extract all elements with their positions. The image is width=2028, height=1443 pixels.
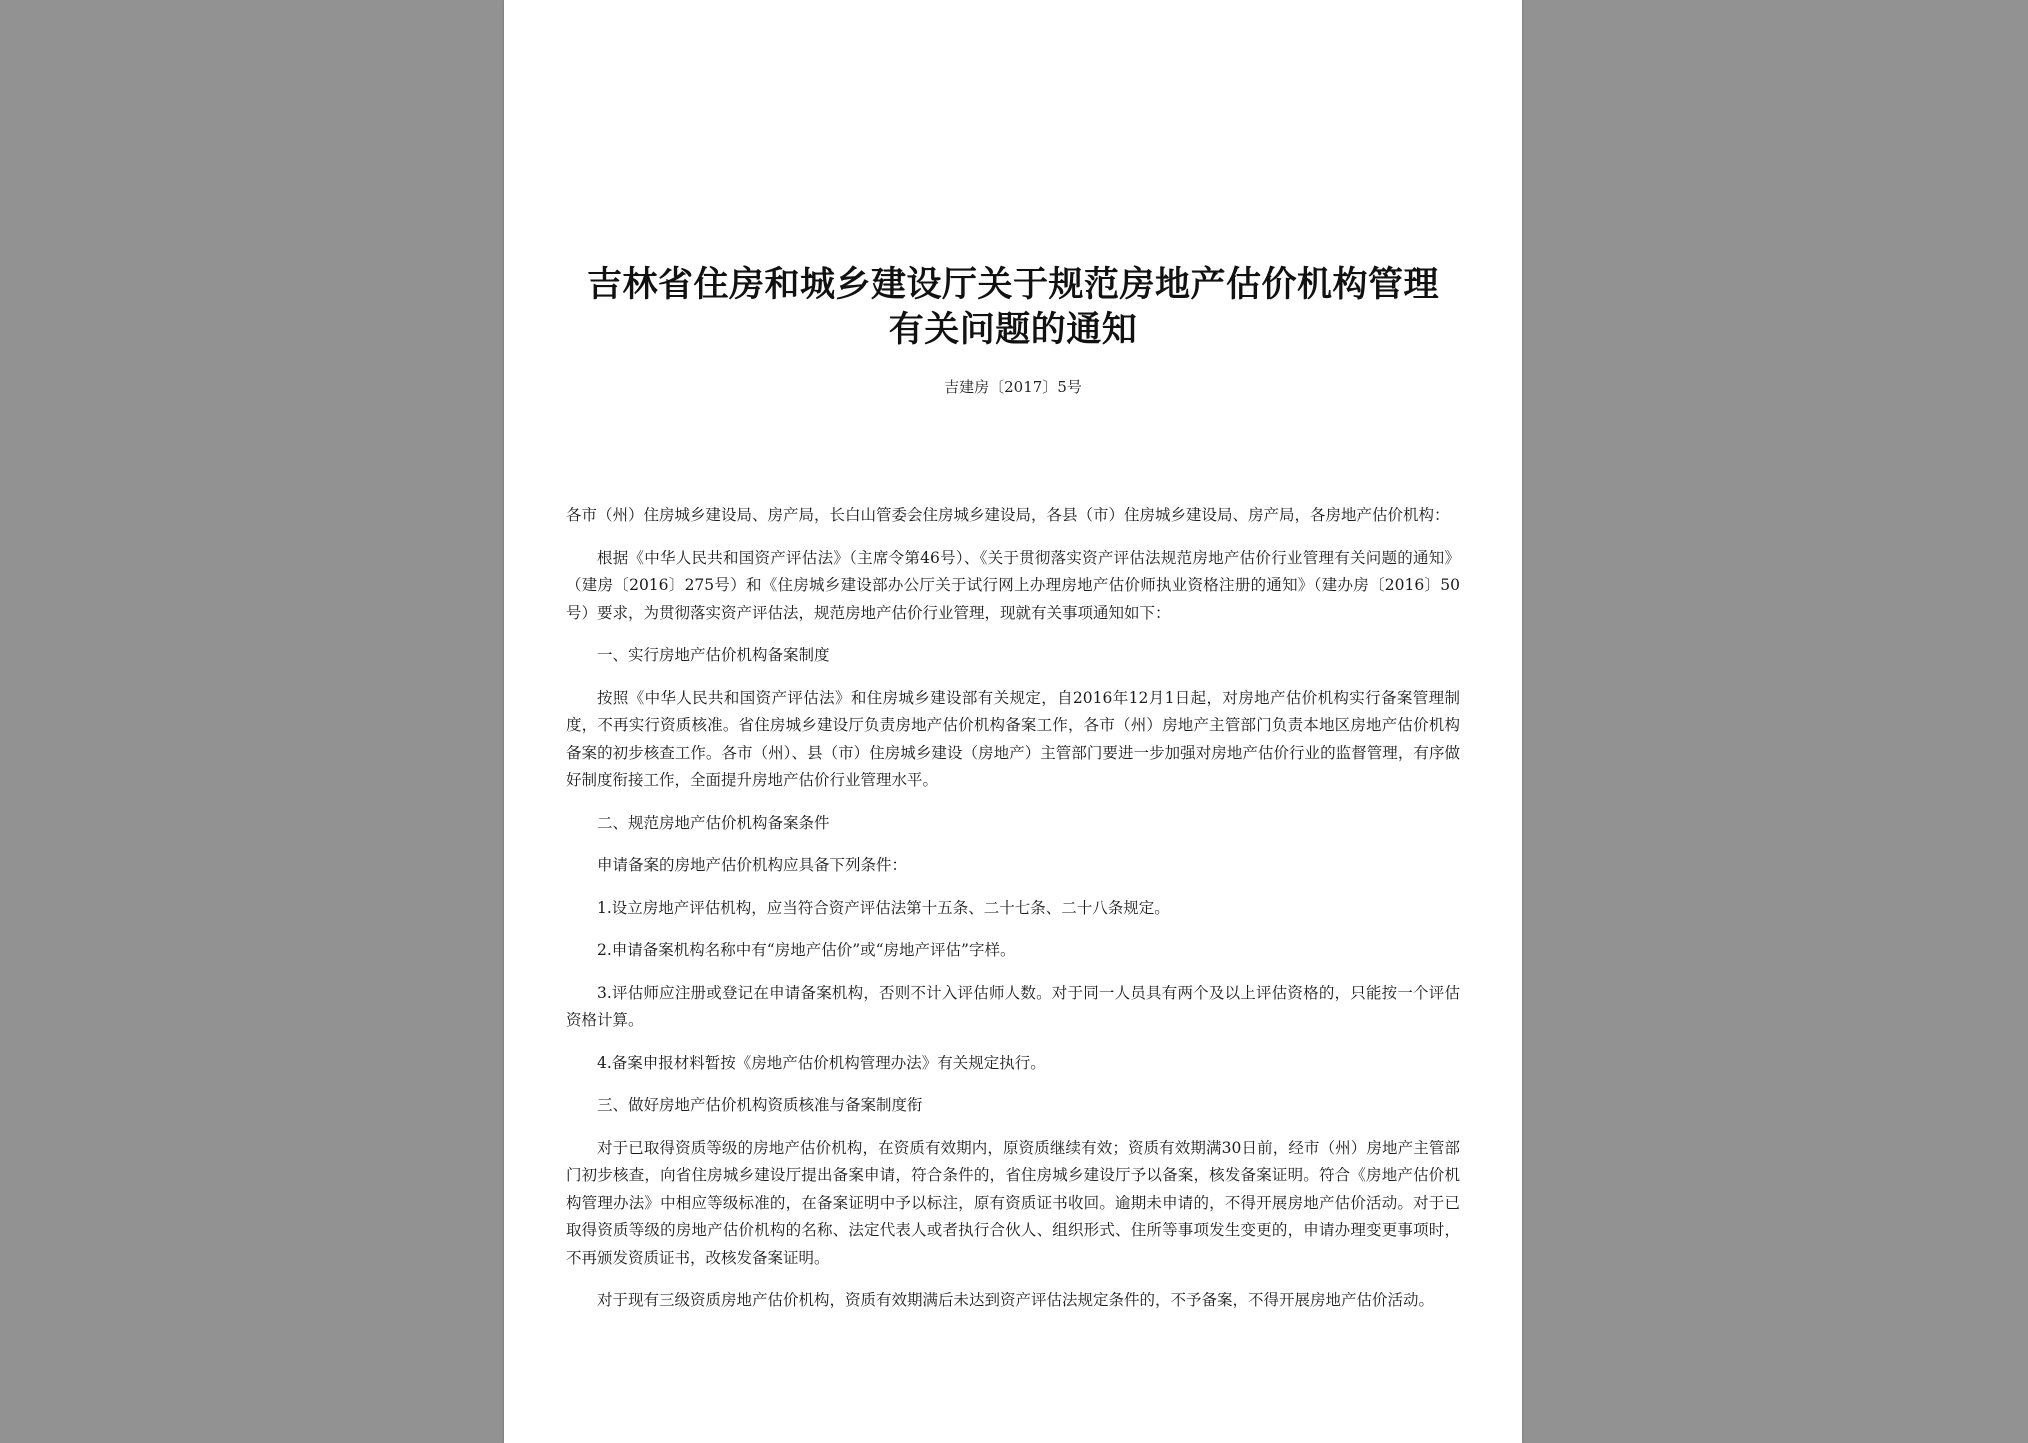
list-item: 4.备案申报材料暂按《房地产估价机构管理办法》有关规定执行。 [597, 1053, 1046, 1072]
document-title-line-2: 有关问题的通知 [888, 309, 1138, 350]
body-paragraph: 对于现有三级资质房地产估价机构，资质有效期满后未达到资产评估法规定条件的，不予备案，不得开展房地产估价活动。 [597, 1291, 1435, 1309]
section-heading: 三、做好房地产估价机构资质核准与备案制度衔 [597, 1096, 923, 1114]
section-heading: 一、实行房地产估价机构备案制度 [597, 646, 830, 664]
document-page [504, 0, 1522, 1443]
list-item: 1.设立房地产评估机构，应当符合资产评估法第十五条、二十七条、二十八条规定。 [597, 898, 1170, 917]
list-item: 2.申请备案机构名称中有“房地产估价”或“房地产评估”字样。 [597, 941, 1016, 959]
list-item: 3.评估师应注册或登记在申请备案机构，否则不计入评估师人数。对于同一人员具有两个及以上评估资格的，只能按一个评估资格计算。 [566, 983, 1460, 1029]
salutation-paragraph: 各市（州）住房城乡建设局、房产局，长白山管委会住房城乡建设局，各县（市）住房城乡建设局、房产局，各房地产估价机构： [566, 506, 1450, 524]
body-paragraph: 按照《中华人民共和国资产评估法》和住房城乡建设部有关规定，自2016年12月1日起，对房地产估价机构实行备案管理制度，不再实行资质核准。省住房城乡建设厅负责房地产估价机构备案工作，各市（州）房地产主管部门负责本地区房地产估价机构备案的初步核查工作。各市（州）、县（市）住房城乡建设（房地产）主管部门要进一步加强对房地产估价行业的监督管理，有序做好制度衔接工作，全面提升房地产估价行业管理水平。 [566, 688, 1460, 789]
document-title-line-1: 吉林省住房和城乡建设厅关于规范房地产估价机构管理 [586, 264, 1439, 305]
document-body [566, 502, 1460, 1330]
body-paragraph: 根据《中华人民共和国资产评估法》（主席令第46号）、《关于贯彻落实资产评估法规范房地产估价行业管理有关问题的通知》（建房〔2016〕275号）和《住房城乡建设部办公厅关于试行网上办理房地产估价师执业资格注册的通知》（建办房〔2016〕50号）要求，为贯彻落实资产评估法，规范房地产估价行业管理，现就有关事项通知如下： [566, 548, 1460, 622]
body-paragraph: 对于已取得资质等级的房地产估价机构，在资质有效期内，原资质继续有效；资质有效期满30日前，经市（州）房地产主管部门初步核查，向省住房城乡建设厅提出备案申请，符合条件的，省住房城乡建设厅予以备案，核发备案证明。符合《房地产估价机构管理办法》中相应等级标准的，在备案证明中予以标注，原有资质证书收回。逾期未申请的，不得开展房地产估价活动。对于已取得资质等级的房地产估价机构的名称、法定代表人或者执行合伙人、组织形式、住所等事项发生变更的，申请办理变更事项时，不再颁发资质证书，改核发备案证明。 [566, 1138, 1460, 1267]
section-heading: 二、规范房地产估价机构备案条件 [597, 813, 830, 832]
body-paragraph: 申请备案的房地产估价机构应具备下列条件： [597, 856, 908, 874]
document-number: 吉建房〔2017〕5号 [944, 378, 1082, 396]
document-title [544, 262, 1482, 352]
